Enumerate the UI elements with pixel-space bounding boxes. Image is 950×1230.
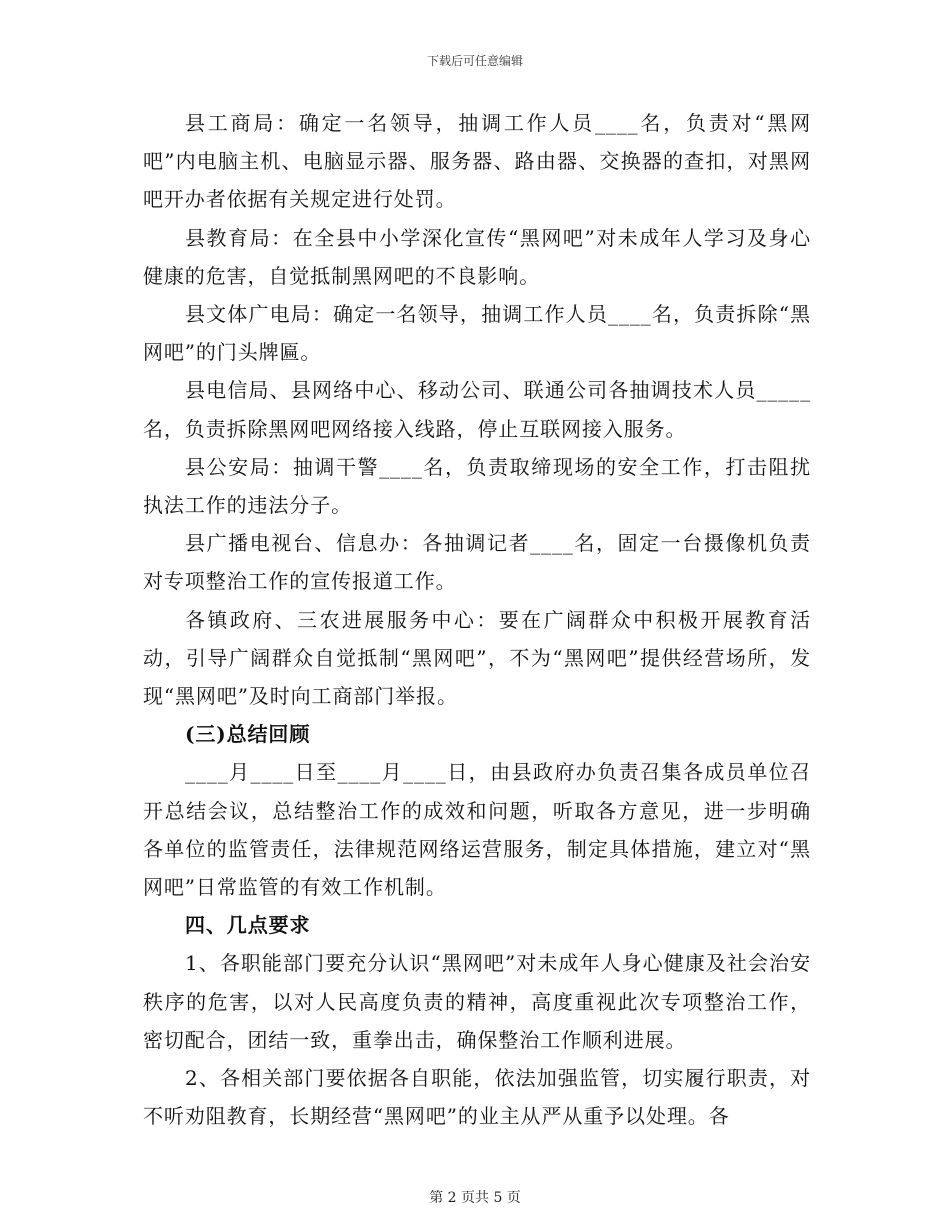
paragraph-requirement-1: 1、各职能部门要充分认识“黑网吧”对未成年人身心健康及社会治安秩序的危害，以对人民高度负责的精神，高度重视此次专项整治工作，密切配合，团结一致，重拳出击，确保整治工作顺利进展。	[143, 951, 811, 1052]
paragraph-summary-meeting: ____月____日至____月____日，由县政府办负责召集各成员单位召开总结会议，总结整治工作的成效和问题，听取各方意见，进一步明确各单位的监管责任，法律规范网络运营服务，制定具体措施，建立对“黑网吧”日常监管的有效工作机制。	[143, 760, 811, 900]
document-body	[143, 104, 811, 1135]
section-heading-summary: (三)总结回顾	[185, 722, 311, 747]
paragraph-industry-commerce-bureau: 县工商局：确定一名领导，抽调工作人员____名，负责对“黑网吧”内电脑主机、电脑显示器、服务器、路由器、交换器的查扣，对黑网吧开办者依据有关规定进行处罚。	[143, 111, 811, 212]
paragraph-telecom-bureau: 县电信局、县网络中心、移动公司、联通公司各抽调技术人员_____名，负责拆除黑网吧网络接入线路，停止互联网接入服务。	[143, 378, 811, 441]
section-heading-requirements: 四、几点要求	[185, 913, 311, 938]
page-number-footer: 第 2 页共 5 页	[429, 1190, 521, 1206]
paragraph-broadcast-tv: 县广播电视台、信息办：各抽调记者____名，固定一台摄像机负责对专项整治工作的宣传报道工作。	[143, 531, 811, 594]
paragraph-town-governments: 各镇政府、三农进展服务中心：要在广阔群众中积极开展教育活动，引导广阔群众自觉抵制“黑网吧”，不为“黑网吧”提供经营场所，发现“黑网吧”及时向工商部门举报。	[143, 607, 811, 709]
page-header: 下载后可任意编辑	[426, 54, 523, 68]
paragraph-education-bureau: 县教育局：在全县中小学深化宣传“黑网吧”对未成年人学习及身心健康的危害，自觉抵制黑网吧的不良影响。	[143, 225, 811, 288]
paragraph-public-security-bureau: 县公安局：抽调干警____名，负责取缔现场的安全工作，打击阻扰执法工作的违法分子。	[143, 454, 811, 518]
paragraph-requirement-2: 2、各相关部门要依据各自职能，依法加强监管，切实履行职责，对不听劝阻教育，长期经营“黑网吧”的业主从严从重予以处理。各	[143, 1066, 811, 1129]
paragraph-culture-sports-bureau: 县文体广电局：确定一名领导，抽调工作人员____名，负责拆除“黑网吧”的门头牌匾。	[143, 302, 811, 365]
